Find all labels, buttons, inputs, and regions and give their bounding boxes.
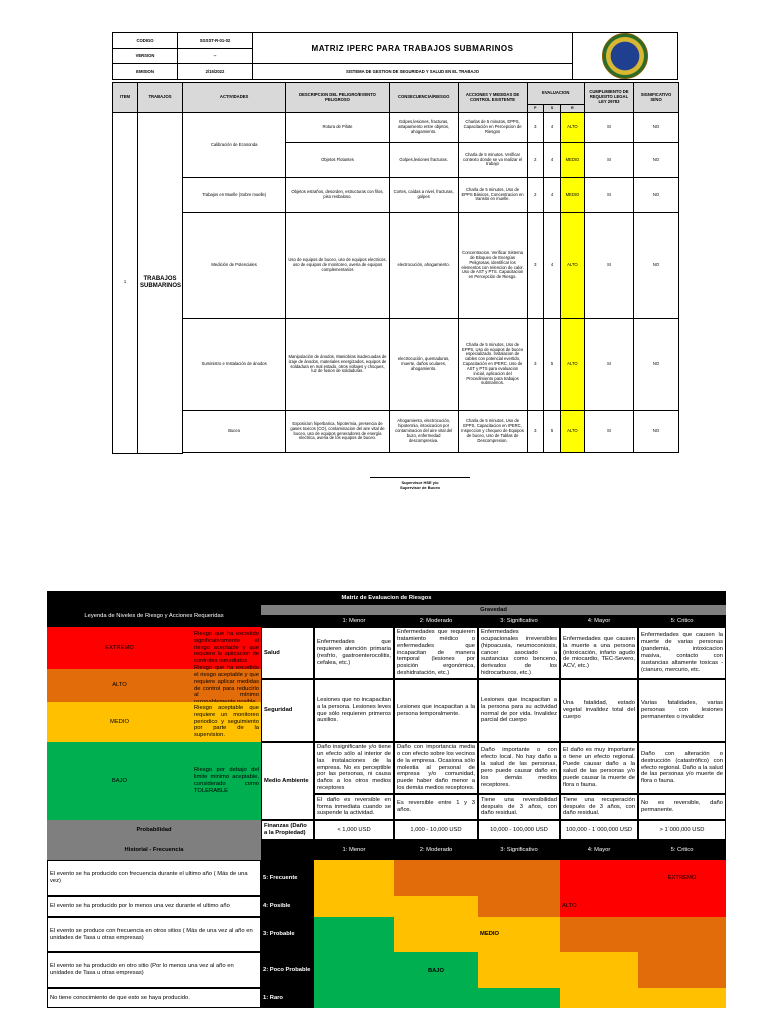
eval-r-cell: MEDIO	[560, 143, 584, 178]
legend-extremo-name: EXTREMO	[47, 627, 192, 669]
acciones-cell: Charlas de 5 minutos, EPPS, Capacitación en Percepcion de Riesgos	[458, 113, 527, 143]
risk-cell-extremo	[560, 860, 638, 896]
significativo-cell: NO	[634, 411, 679, 453]
prob-desc: El evento se ha producido en otro sitio (Por lo menos una vez al año en unidades de Tasa u otras empresas)	[47, 952, 261, 988]
risk-cell-medio	[314, 896, 394, 917]
risk-cell-alto-label: ALTO	[560, 896, 638, 917]
significativo-cell: NO	[634, 213, 679, 319]
acciones-cell: Charla de 5 minutos, Uso de EPPS Básicos, Concentracion en transito en muelle.	[458, 178, 527, 213]
finanzas-cell: > 1´000,000 USD	[638, 820, 726, 840]
signature-block	[370, 480, 470, 490]
col-eval-s: S	[544, 105, 561, 113]
cumplimiento-cell: SI	[584, 113, 633, 143]
finanzas-cell: 10,000 - 100,000 USD	[478, 820, 560, 840]
risk-cell-medio	[638, 988, 726, 1008]
grid-sev-header: 4: Mayor	[560, 840, 638, 860]
sev-header: 5: Critico	[638, 615, 726, 627]
grid-sev-header: 5: Critico	[638, 840, 726, 860]
category-medio-ambiente: Medio Ambiente	[261, 742, 314, 820]
version-label: VERSION	[113, 48, 178, 64]
risk-cell-medio	[560, 952, 638, 988]
prob-label: 3: Probable	[261, 917, 314, 952]
iperc-table	[112, 82, 679, 454]
peligro-cell: Objetos estraños, desorden, estructuras con filos, piso resbaloso.	[286, 178, 389, 213]
col-item: ITEM	[113, 83, 138, 113]
eval-s-cell: 4	[544, 143, 561, 178]
col-eval-r: R	[560, 105, 584, 113]
acciones-cell: Charla de 5 minutos, Uso de EPPS, Uso de equipos de buceo especializado. Instalacion de cables con potencial evertido, Capacitación en IPERC. Uso de AST y PTS para evaluacion inicial, aplicacion del Procedimiento para trabajos submarinos.	[458, 319, 527, 411]
finanzas-cell: 1,000 - 10,000 USD	[394, 820, 478, 840]
item-number: 1	[113, 113, 138, 454]
seguridad-cell: Una fatalidad, estado vegetal invalidez total del cuerpo	[560, 679, 638, 742]
col-peligro: DESCRIPCION DEL PELIGRO/EVENTO PELIGROSO	[286, 83, 389, 113]
col-eval-p: P	[527, 105, 544, 113]
grid-sev-header: 1: Menor	[314, 840, 394, 860]
significativo-cell: NO	[634, 113, 679, 143]
ambiente-cell: No es reversible, daño permanente.	[638, 794, 726, 820]
col-consecuencia: CONSECUENCIA/RIESGO	[389, 83, 458, 113]
signature-line2: Supervisor de Buceo	[399, 485, 440, 490]
cumplimiento-cell: SI	[584, 411, 633, 453]
peligro-cell: Manipulación de ánodos, Maniobras inadecuadas de izaje de ánodos, materiales energizados, equipos de soldadura en mal estado, otros voltajes y choques, luz de fusion de soldaduras.	[286, 319, 389, 411]
eval-p-cell: 3	[527, 213, 544, 319]
legend-bajo-desc: Riesgo por debajo del limite minimo aceptable, considerado como TOLERABLE	[192, 742, 261, 820]
risk-cell-medio	[394, 896, 478, 917]
prob-desc: El evento se ha producido con frecuencia durante el ultimo año ( Más de una vez)	[47, 860, 261, 896]
ambiente-cell: Tiene una recuperación después de 3 años, con daño residual.	[560, 794, 638, 820]
codigo-value: SGSST-R-01-02	[178, 33, 253, 49]
eval-p-cell: 3	[527, 411, 544, 453]
legend-bajo-name: BAJO	[47, 742, 192, 820]
eval-p-cell: 3	[527, 113, 544, 143]
significativo-cell: NO	[634, 143, 679, 178]
consecuencia-cell: Golpes,lesiones, fracturas, atrapamiento entre objetos, ahogamiento.	[389, 113, 458, 143]
trabajos-cell: TRABAJOS SUBMARINOS	[138, 113, 183, 454]
risk-cell-extremo: EXTREMO	[638, 860, 726, 896]
prob-desc: No tiene conocimiento de que esto se haya producido.	[47, 988, 261, 1008]
table-row	[113, 319, 679, 411]
ambiente-cell: Tiene una reversibilidad después de 3 años, con daño residual.	[478, 794, 560, 820]
category-finanzas: Finanzas (Daño a la Propiedad)	[261, 820, 314, 840]
legend-medio-desc: Riesgo aceptable que requiere un monitoreo periodico y seguimiento por parte de la supervision.	[192, 702, 261, 742]
risk-cell-medio	[314, 860, 394, 896]
legend-alto-name: ALTO	[47, 669, 192, 702]
legend-alto-desc: el riesgo aceptable y que requiere aplicar medidas de control para reducirlo al mínimo	[192, 669, 261, 702]
risk-cell-bajo	[394, 988, 478, 1008]
probabilidad-header: Probabilidad	[47, 820, 261, 840]
significativo-cell: NO	[634, 319, 679, 411]
peligro-cell: Rotura de Pilote	[286, 113, 389, 143]
actividad-cell: Medición de Potenciales	[182, 213, 285, 319]
ambiente-cell: El daño es reversible en forma inmediata cuando se suspende la actividad.	[314, 794, 394, 820]
eval-r-cell: ALTO	[560, 411, 584, 453]
category-salud: Salud	[261, 627, 314, 679]
sev-header: 1: Menor	[314, 615, 394, 627]
salud-cell: Enfermedades ocupacionales irreversibles (hipoacusia, neumoconiosis, cancer asociado a sustancias como benceno, derivados de los hidrocarburos, etc.)	[478, 627, 560, 679]
legend-extremo-desc: Riesgo que ha excedido significativamente el riesgo aceptable y que requiere la aplicación de controles inmediatos	[192, 627, 261, 669]
risk-cell-medio-label: MEDIO	[478, 917, 560, 952]
prob-label: 4: Posible	[261, 896, 314, 917]
grid-sev-header: 3: Significativo	[478, 840, 560, 860]
actividad-cell: Buceo	[182, 411, 285, 453]
consecuencia-cell: electrocución, ahogamiento.	[389, 213, 458, 319]
table-row	[113, 178, 679, 213]
risk-cell-alto	[560, 917, 638, 952]
risk-cell-medio	[478, 952, 560, 988]
ambiente-cell: Daño con importancia media o con efecto sobre los vecinos de la empresa. Ocasiona sólo molestia al personal de empresa y/o comunidad, puede haber daño menor a los demás medios receptores.	[394, 742, 478, 794]
grid-corner	[261, 840, 314, 860]
seguridad-cell: Varias fatalidades, varias personas con lesiones permanentes o invalidez	[638, 679, 726, 742]
cumplimiento-cell: SI	[584, 213, 633, 319]
eval-p-cell: 2	[527, 178, 544, 213]
risk-cell-extremo	[638, 896, 726, 917]
emision-value: 2/15/2022	[178, 64, 253, 80]
risk-cell-alto	[394, 860, 478, 896]
cumplimiento-cell: SI	[584, 178, 633, 213]
prob-desc: El evento se produce con frecuencia en otros sitios ( Más de una vez al año en unidades de Tasa u otras empresas)	[47, 917, 261, 952]
legend-medio-name: MEDIO	[47, 702, 192, 742]
logo-cell	[573, 33, 678, 80]
consecuencia-cell: electrocución, quemaduras, muerte, daños oculares, ahogamiento.	[389, 319, 458, 411]
col-acciones: ACCIONES Y MEDIDAS DE CONTROL EXISTENTE	[458, 83, 527, 113]
sev-header: 2: Moderado	[394, 615, 478, 627]
ambiente-cell: El daño es muy importante o tiene un efecto regional. Puede causar daño a la salud de las personas y/o puede causar la muerte de flora o fauna.	[560, 742, 638, 794]
actividad-cell: Calibración de Ecosonda	[182, 113, 285, 178]
table-row	[113, 411, 679, 453]
consecuencia-cell: Golpes,lesiones fracturas.	[389, 143, 458, 178]
codigo-label: CODIGO	[113, 33, 178, 49]
peligro-cell: Objetos Flotantes	[286, 143, 389, 178]
risk-matrix	[47, 591, 726, 1008]
document-title: MATRIZ IPERC PARA TRABAJOS SUBMARINOS	[253, 33, 573, 64]
gravedad-corner	[261, 615, 314, 627]
version-value: --	[178, 48, 253, 64]
risk-cell-alto	[638, 952, 726, 988]
col-evaluacion: EVALUACION	[527, 83, 584, 105]
peligro-cell: Exposicion hiperbarica, hipotermia, presencia de gases toxicos (CO), contaminacion del aire vital de buceo, uso de equipos generadores de energía electrica, averia de los equipos de buceo.	[286, 411, 389, 453]
risk-cell-bajo	[314, 988, 394, 1008]
risk-cell-bajo	[314, 917, 394, 952]
consecuencia-cell: Cortes, caídas a nivel, fracturas, golpes	[389, 178, 458, 213]
ambiente-cell: Daño insignificante y/o tiene un efecto sólo al interior de las instalaciones de la empresa. No es perceptible por las personas, ni causa daños a los otros medios receptores	[314, 742, 394, 794]
document-header	[112, 32, 678, 80]
risk-cell-bajo	[314, 952, 394, 988]
risk-cell-alto	[478, 860, 560, 896]
eval-r-cell: MEDIO	[560, 178, 584, 213]
col-significativo: SIGNIFICATIVO SI/NO	[634, 83, 679, 113]
ambiente-cell: Daño con alteración o destrucción (catastrófico) con efecto regional. Daño a la salud de las personas y/o muerte de flora o fauna.	[638, 742, 726, 794]
finanzas-cell: < 1,000 USD	[314, 820, 394, 840]
category-seguridad: Seguridad	[261, 679, 314, 742]
risk-cell-alto	[478, 896, 560, 917]
eval-r-cell: ALTO	[560, 319, 584, 411]
eval-s-cell: 5	[544, 319, 561, 411]
eval-p-cell: 2	[527, 143, 544, 178]
prob-label: 2: Poco Probable	[261, 952, 314, 988]
col-cumplimiento: CUMPLIMIENTO DE REQUISITO LEGAL LEY 29783	[584, 83, 633, 113]
salud-cell: Enfermedades que requieren tratamiento médico o enfermedades que incapacitan de manera temporal (lesiones por posición ergonómica, deshidratación, etc.)	[394, 627, 478, 679]
risk-cell-bajo	[478, 988, 560, 1008]
eval-p-cell: 3	[527, 319, 544, 411]
seguridad-cell: Lesiones que incapacitan a la persona para su actividad normal de por vida. Invalidez parcial del cuerpo	[478, 679, 560, 742]
grid-sev-header: 2: Moderado	[394, 840, 478, 860]
consecuencia-cell: Ahogamiento, electrocución, hipotermia, intoxicacion por contaminacion del aire vital del buzo, enfermedad descompresiva.	[389, 411, 458, 453]
risk-cell-medio	[394, 917, 478, 952]
emision-label: EMISION	[113, 64, 178, 80]
eval-s-cell: 4	[544, 178, 561, 213]
sev-header: 4: Mayor	[560, 615, 638, 627]
col-actividades: ACTIVIDADES	[182, 83, 285, 113]
significativo-cell: NO	[634, 178, 679, 213]
finanzas-cell: 100,000 - 1´000,000 USD	[560, 820, 638, 840]
ambiente-cell: Es reversible entre 1 y 3 años.	[394, 794, 478, 820]
document-subtitle: SISTEMA DE GESTION DE SEGURIDAD Y SALUD EN EL TRABAJO	[253, 64, 573, 80]
peligro-cell: Uso de equipos de buceo, uso de equipos electricos, uso de equipos de monitoreo, averia de equipos complementarios	[286, 213, 389, 319]
seguridad-cell: Lesiones que incapacitan a la persona temporalmente.	[394, 679, 478, 742]
eval-r-cell: ALTO	[560, 213, 584, 319]
eval-s-cell: 4	[544, 113, 561, 143]
table-row	[113, 113, 679, 143]
sev-header: 3: Significativo	[478, 615, 560, 627]
col-trabajos: TRABAJOS	[138, 83, 183, 113]
risk-cell-alto	[638, 917, 726, 952]
risk-cell-bajo-label: BAJO	[427, 967, 445, 974]
eval-r-cell: ALTO	[560, 113, 584, 143]
signature-line	[370, 477, 470, 478]
legend-title: Leyenda de Niveles de Riesgo y Acciones Requeridas	[47, 605, 261, 627]
risk-cell-medio	[560, 988, 638, 1008]
ambiente-cell: Daño importante o con efecto local. No hay daño a la salud de las personas, pero puede causar daño en los demás medios receptores.	[478, 742, 560, 794]
prob-desc: El evento se ha producido por lo menos una vez durante el ultimo año	[47, 896, 261, 917]
acciones-cell: Charla de 5 minutos. Verificar contexto donde se va realizar el trabajo	[458, 143, 527, 178]
seguridad-cell: Lesiones que no incapacitan a la persona. Lesiones leves que sólo requieren primeros auxilios.	[314, 679, 394, 742]
signature-line1: Supervisor HSE y/o	[401, 480, 439, 485]
actividad-cell: Trabajos en Muelle (Sobre muelle)	[182, 178, 285, 213]
eval-s-cell: 5	[544, 411, 561, 453]
prob-label: 1: Raro	[261, 988, 314, 1008]
salud-cell: Enfermedades que causen la muerte de varias personas (pandemia, intoxicacion masiva, contacto con sustancias altamente toxicas - (cianuro, mercurio, etc.	[638, 627, 726, 679]
acciones-cell: Concentracion. Verificar Sistema de Bloqueo de Energías Peligrosas, identificar los elementos con relencion de calor. Uso de AST y PTS. Capacitacion en Percepción de Riesgo.	[458, 213, 527, 319]
cumplimiento-cell: SI	[584, 143, 633, 178]
company-logo	[602, 33, 648, 79]
cumplimiento-cell: SI	[584, 319, 633, 411]
salud-cell: Enfermedades que requieren atención primaria (resfrío, gastroenterocolitis, cefalea, etc.)	[314, 627, 394, 679]
matrix-title: Matriz de Evaluacion de Riesgos	[47, 591, 726, 605]
acciones-cell: Charla de 5 minutos, Uso de EPPS, Capacitacion en IPERC, Inspeccion y chequeo de Equipos de buceo, Uso de Tablas de Descompresion.	[458, 411, 527, 453]
actividad-cell: Suministro e Instalación de ánodos	[182, 319, 285, 411]
salud-cell: Enfermedades que causen la muerte a una persona (intoxicación, infarto agudo de miocardio, TEC-Severo, ACV, etc.)	[560, 627, 638, 679]
prob-label: 5: Frecuente	[261, 860, 314, 896]
gravedad-header: Gravedad	[261, 605, 726, 615]
table-row	[113, 213, 679, 319]
historial-header: Historial - Frecuencia	[47, 840, 261, 860]
eval-s-cell: 4	[544, 213, 561, 319]
